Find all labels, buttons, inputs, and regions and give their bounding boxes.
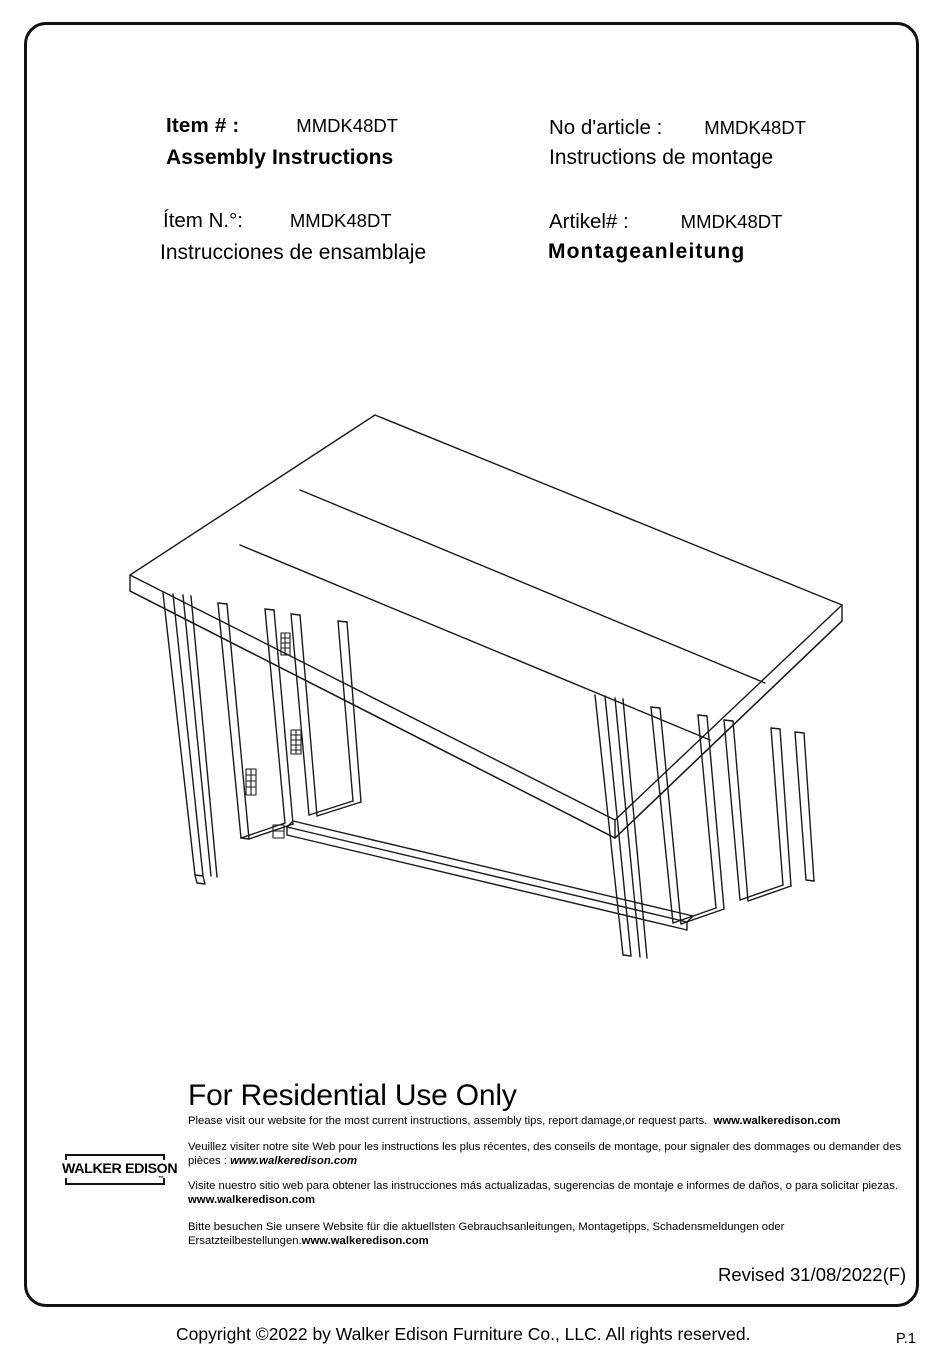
legal-german-body: Bitte besuchen Sie unsere Website für die aktuellsten Gebrauchsanleitungen, Montagetipps, Schadensmeldungen oder Ersatzteilbestellungen. [188, 1221, 785, 1247]
left-leg-assembly [163, 593, 361, 884]
item-sku-german: MMDK48DT [680, 211, 783, 232]
title-english: Assembly Instructions [166, 146, 394, 169]
legal-text-german [188, 1221, 906, 1248]
item-sku-spanish: MMDK48DT [289, 210, 392, 231]
legal-spanish-body: Visite nuestro sitio web para obtener las instrucciones más actualizadas, sugerencias de montaje e informes de daños, o para solicitar piezas. [188, 1180, 898, 1192]
title-spanish: Instrucciones de ensamblaje [160, 241, 427, 264]
item-label-spanish: Ítem N.°: [163, 209, 243, 232]
legal-text-english [188, 1115, 906, 1129]
logo-bracket-top [65, 1154, 165, 1156]
revision-date: Revised 31/08/2022(F) [718, 1264, 907, 1285]
title-german: Montageanleitung [548, 240, 746, 263]
header-item-row-english [166, 114, 398, 138]
table-top [130, 415, 842, 838]
hinge-icon [246, 769, 256, 795]
title-french: Instructions de montage [549, 146, 774, 169]
copyright-notice: Copyright ©2022 by Walker Edison Furniture Co., LLC. All rights reserved. [176, 1324, 751, 1344]
item-label-german: Artikel# : [549, 210, 629, 233]
logo-text: WALKER EDISON [62, 1161, 178, 1177]
item-sku-english: MMDK48DT [296, 115, 399, 136]
walker-edison-logo [62, 1152, 178, 1190]
legal-french-url: www.walkeredison.com [230, 1154, 358, 1167]
legal-german-url: www.walkeredison.com [301, 1234, 429, 1247]
trademark-symbol: ™ [158, 1176, 164, 1182]
residential-use-title: For Residential Use Only [188, 1079, 517, 1112]
header-item-row-spanish [163, 209, 392, 233]
logo-cap-bottom-left [65, 1178, 67, 1184]
legal-english-body: Please visit our website for the most current instructions, assembly tips, report damage,or request parts. [188, 1115, 708, 1127]
stretcher-bar [273, 821, 693, 930]
item-label-french: No d'article : [549, 116, 663, 139]
legal-french-body: Veuillez visiter notre site Web pour les instructions les plus récentes, des conseils de montage, pour signaler des dommages ou demander des pièces : [188, 1141, 902, 1167]
item-sku-french: MMDK48DT [704, 117, 806, 138]
hinge-icon [291, 730, 301, 754]
product-illustration [95, 395, 885, 975]
page-number: P.1 [896, 1331, 916, 1347]
legal-text-french [188, 1141, 906, 1168]
logo-bracket-bottom [65, 1183, 165, 1185]
legal-english-url: www.walkeredison.com [713, 1115, 841, 1127]
legal-spanish-url: www.walkeredison.com [188, 1193, 316, 1206]
header-item-row-french [549, 116, 806, 140]
logo-cap-top-right [163, 1154, 165, 1160]
item-label-english: Item # : [166, 114, 240, 137]
legal-text-spanish [188, 1180, 906, 1207]
logo-cap-top-left [65, 1154, 67, 1160]
header-item-row-german [549, 210, 782, 234]
